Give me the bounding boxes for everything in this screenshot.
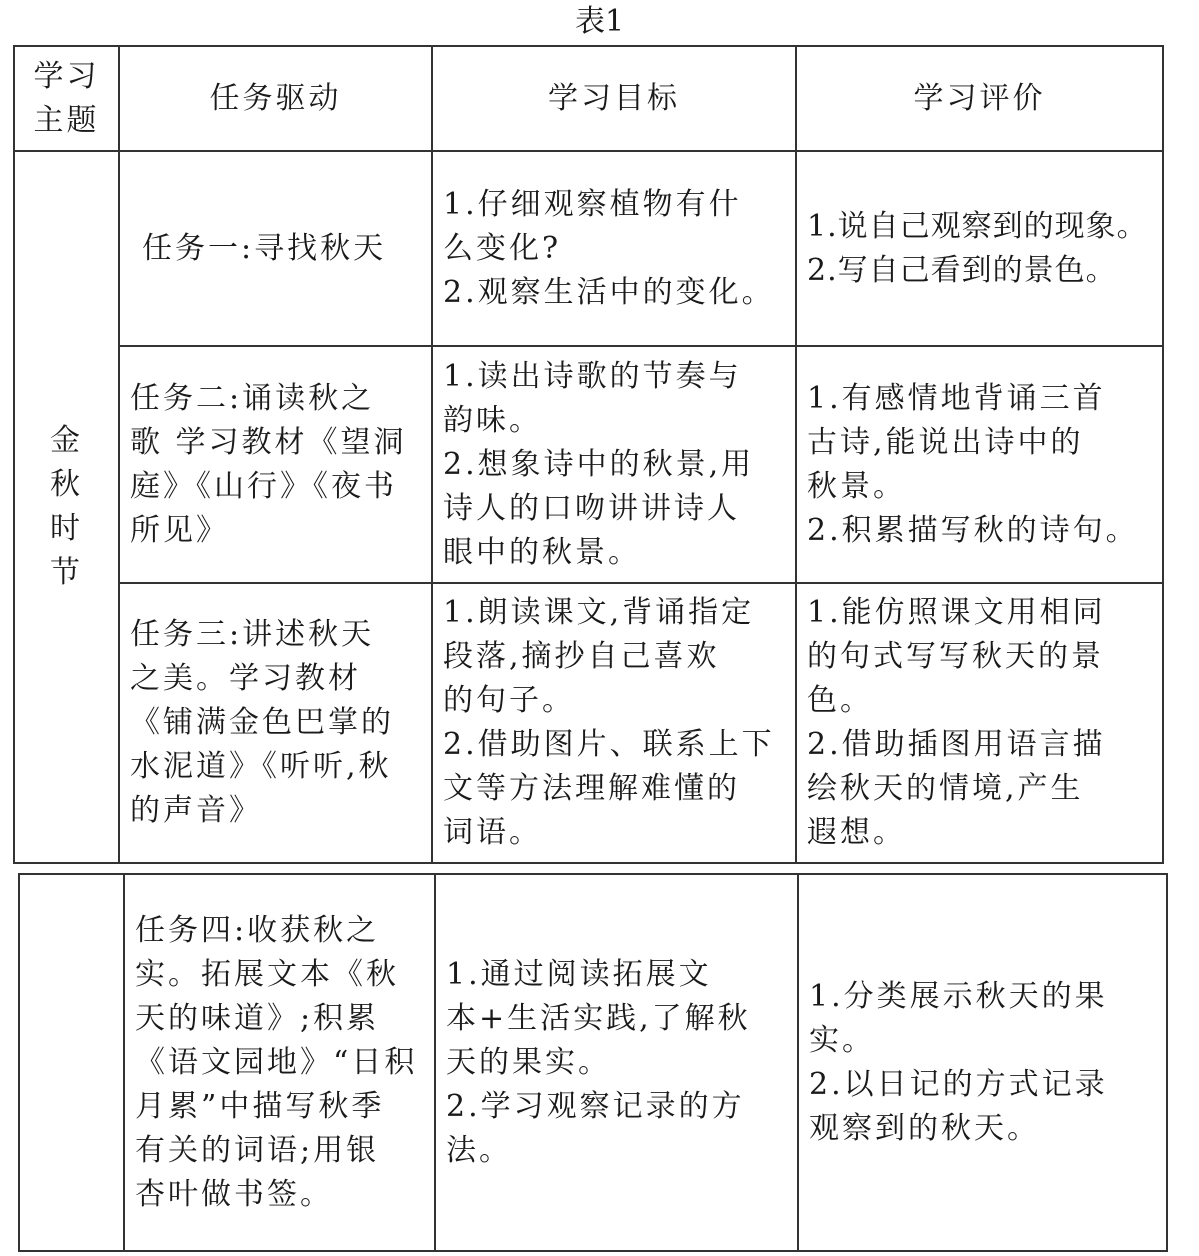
goal-cell: 1.仔细观察植物有什 么变化? 2.观察生活中的变化。	[432, 151, 796, 346]
eval-cell: 1.能仿照课文用相同 的句式写写秋天的景 色。 2.借助插图用语言描 绘秋天的情境,产生 遐想。	[796, 583, 1163, 863]
theme-cell: 金 秋 时 节	[14, 151, 119, 863]
table-caption: 表1	[574, 4, 625, 39]
header-task: 任务驱动	[119, 46, 432, 151]
goal-cell: 1.读出诗歌的节奏与 韵味。 2.想象诗中的秋景,用 诗人的口吻讲讲诗人 眼中的秋景。	[432, 346, 796, 583]
task-cell: 任务三:讲述秋天 之美。学习教材 《铺满金色巴掌的 水泥道》《听听,秋 的声音》	[119, 583, 432, 863]
goal-cell: 1.朗读课文,背诵指定 段落,摘抄自己喜欢 的句子。 2.借助图片、联系上下 文等方法理解难懂的 词语。	[432, 583, 796, 863]
eval-cell: 1.有感情地背诵三首 古诗,能说出诗中的 秋景。 2.积累描写秋的诗句。	[796, 346, 1163, 583]
theme-cell-empty	[19, 874, 124, 1251]
task-cell: 任务二:诵读秋之 歌 学习教材《望洞 庭》《山行》《夜书 所见》	[119, 346, 432, 583]
goal-cell: 1.通过阅读拓展文 本+生活实践,了解秋 天的果实。 2.学习观察记录的方法。	[435, 874, 798, 1251]
header-goal: 学习目标	[432, 46, 796, 151]
table-row	[14, 583, 1163, 863]
eval-cell: 1.分类展示秋天的果 实。 2.以日记的方式记录 观察到的秋天。	[798, 874, 1167, 1251]
table-row	[14, 151, 1163, 346]
lesson-plan-table-continued	[18, 873, 1168, 1252]
header-eval: 学习评价	[796, 46, 1163, 151]
task-cell: 任务四:收获秋之 实。拓展文本《秋 天的味道》;积累 《语文园地》“日积 月累”中描写秋季 有关的词语;用银 杏叶做书签。	[124, 874, 435, 1251]
header-theme: 学习 主题	[14, 46, 119, 151]
eval-cell: 1.说自己观察到的现象。 2.写自己看到的景色。	[796, 151, 1163, 346]
table-row	[14, 346, 1163, 583]
lesson-plan-table	[13, 45, 1164, 864]
table-row	[19, 874, 1167, 1251]
header-row	[14, 46, 1163, 151]
task-cell: 任务一:寻找秋天	[119, 151, 432, 346]
